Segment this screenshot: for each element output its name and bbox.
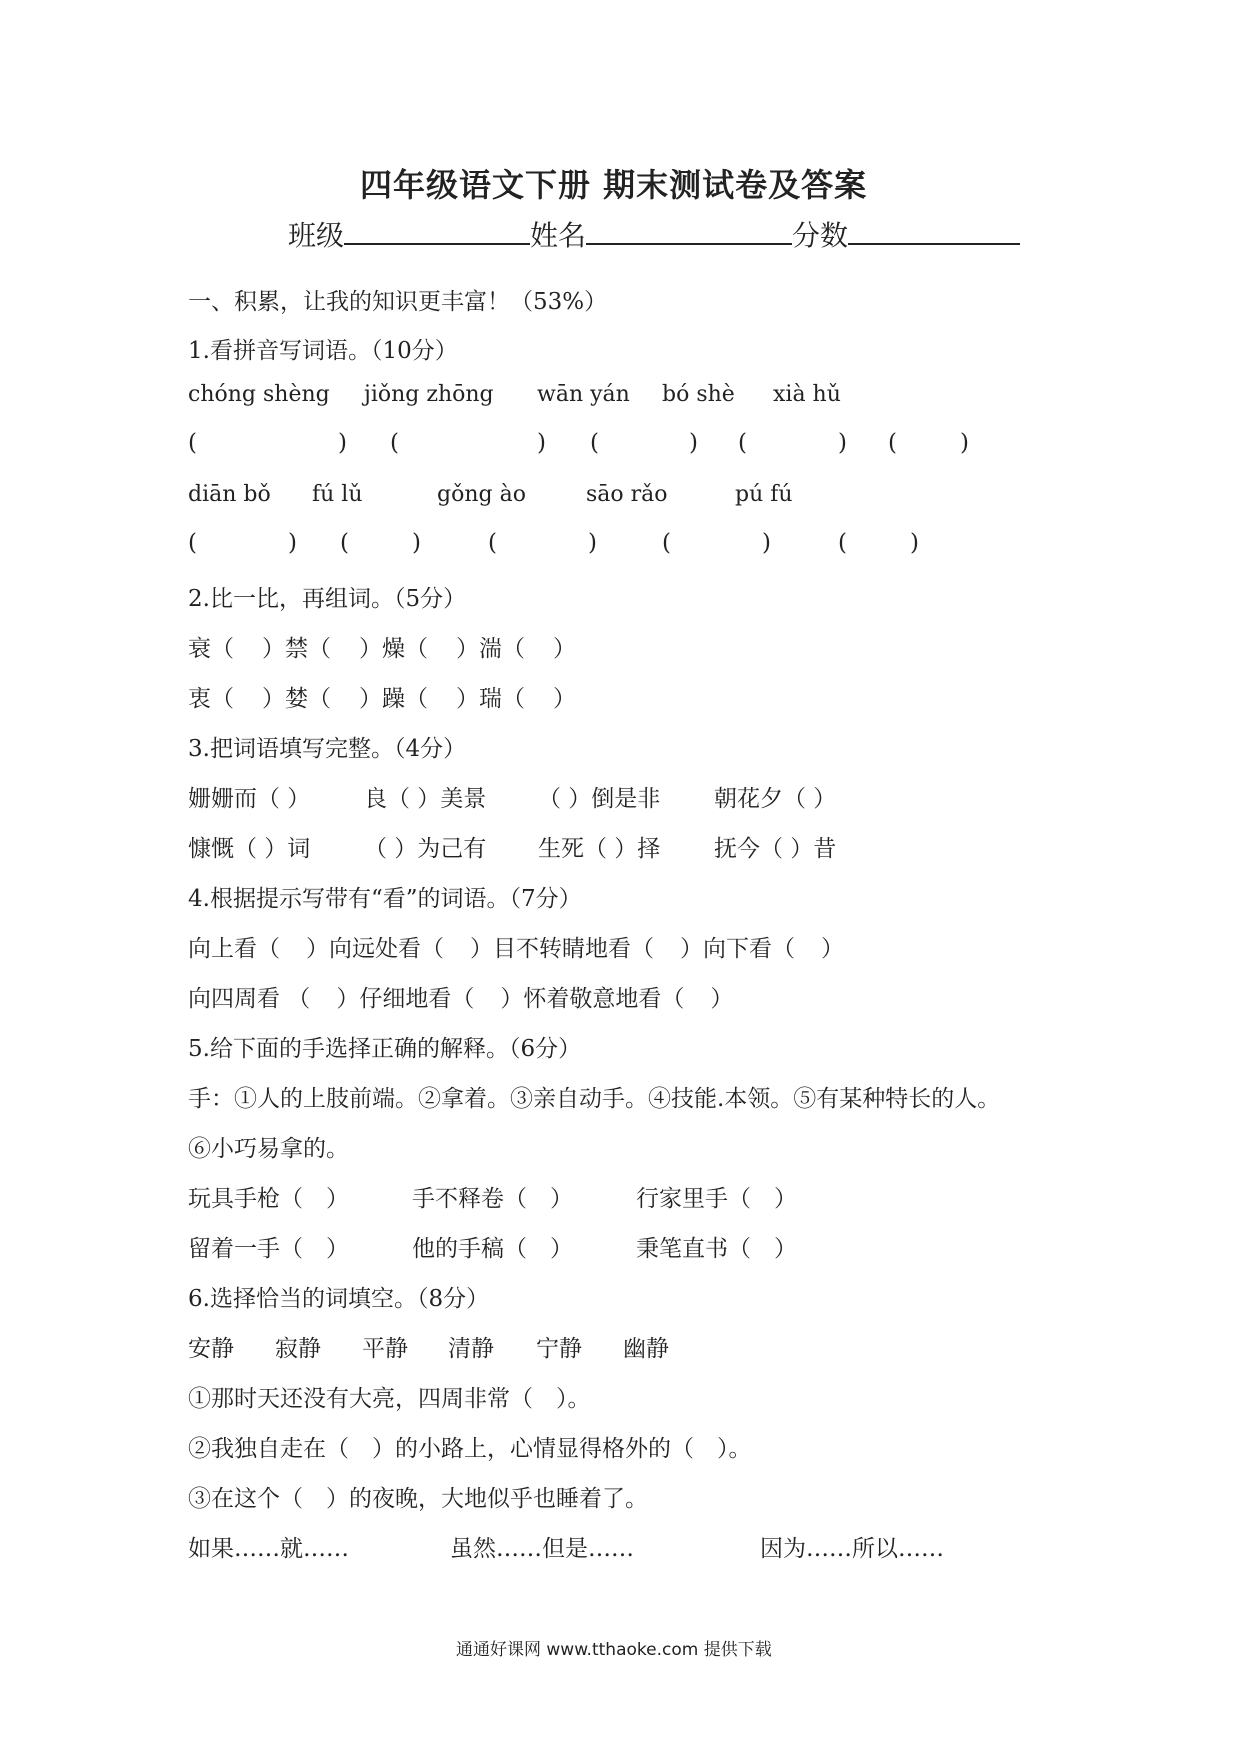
pinyin-item: bó shè bbox=[662, 382, 735, 407]
look-item: ） bbox=[821, 936, 844, 962]
idiom-item: （ ）倒是非 bbox=[538, 786, 661, 812]
compare-item: 衰（ bbox=[188, 636, 234, 662]
pinyin-item: pú fú bbox=[735, 482, 793, 507]
idiom-item: 姗姗而（ ） bbox=[188, 786, 311, 812]
answer-paren[interactable]: ( bbox=[340, 530, 349, 556]
word-choice: 宁静 bbox=[536, 1336, 582, 1362]
score-field[interactable] bbox=[848, 215, 1020, 245]
look-item: ）向下看（ bbox=[680, 936, 795, 962]
q6-sentence: ③在这个（ ）的夜晚，大地似乎也睡着了。 bbox=[188, 1486, 648, 1512]
pinyin-item: chóng shèng bbox=[188, 382, 330, 407]
word-choice: 安静 bbox=[188, 1336, 234, 1362]
hand-item: 他的手稿（ ） bbox=[412, 1236, 573, 1262]
answer-paren[interactable]: ( bbox=[188, 530, 197, 556]
compare-item: ） bbox=[553, 686, 576, 712]
q2-title: 2.比一比，再组词。（5分） bbox=[188, 586, 467, 612]
compare-item: ） bbox=[553, 636, 576, 662]
pinyin-item: jiǒng zhōng bbox=[364, 382, 494, 407]
conjunction-item: 如果……就…… bbox=[188, 1536, 349, 1562]
q5-definition: ⑥小巧易拿的。 bbox=[188, 1136, 349, 1162]
idiom-item: 慷慨（ ）词 bbox=[188, 836, 311, 862]
look-item: ）怀着敬意地看（ bbox=[500, 986, 685, 1012]
class-label: 班级 bbox=[288, 219, 345, 252]
answer-paren[interactable]: ( bbox=[888, 430, 897, 456]
answer-paren: ) bbox=[838, 430, 847, 456]
compare-item: ）燥（ bbox=[359, 636, 428, 662]
q6-sentence: ①那时天还没有大亮，四周非常（ ）。 bbox=[188, 1386, 591, 1412]
look-item: 向上看（ bbox=[188, 936, 280, 962]
look-item: ）仔细地看（ bbox=[336, 986, 475, 1012]
answer-paren[interactable]: ( bbox=[662, 530, 671, 556]
answer-paren: ) bbox=[689, 430, 698, 456]
answer-paren[interactable]: ( bbox=[390, 430, 399, 456]
answer-paren: ) bbox=[910, 530, 919, 556]
idiom-item: 朝花夕（ ） bbox=[714, 786, 837, 812]
idiom-item: （ ）为己有 bbox=[364, 836, 487, 862]
q2-row bbox=[188, 680, 576, 713]
look-item: ）向远处看（ bbox=[306, 936, 444, 962]
score-label: 分数 bbox=[792, 219, 849, 252]
q6-title: 6.选择恰当的词填空。（8分） bbox=[188, 1286, 490, 1312]
conjunction-item: 虽然……但是…… bbox=[450, 1536, 634, 1562]
word-choice: 幽静 bbox=[623, 1336, 669, 1362]
name-field[interactable] bbox=[586, 215, 792, 245]
compare-item: ）湍（ bbox=[456, 636, 525, 662]
footer-text: 通通好课网 www.tthaoke.com 提供下载 bbox=[456, 1640, 772, 1660]
answer-paren: ) bbox=[960, 430, 969, 456]
answer-paren[interactable]: ( bbox=[488, 530, 497, 556]
answer-paren: ) bbox=[588, 530, 597, 556]
q4-row bbox=[188, 980, 733, 1013]
word-choice: 寂静 bbox=[275, 1336, 321, 1362]
answer-paren: ) bbox=[338, 430, 347, 456]
answer-paren: ) bbox=[412, 530, 421, 556]
q4-title: 4.根据提示写带有“看”的词语。（7分） bbox=[188, 886, 582, 912]
hand-item: 行家里手（ ） bbox=[636, 1186, 797, 1212]
q4-row bbox=[188, 930, 844, 963]
answer-paren: ) bbox=[288, 530, 297, 556]
compare-item: 衷（ bbox=[188, 686, 234, 712]
section-heading: 一、积累，让我的知识更丰富！（53%） bbox=[188, 289, 608, 315]
compare-item: ）禁（ bbox=[262, 636, 331, 662]
pinyin-item: diān bǒ bbox=[188, 482, 271, 507]
look-item: 向四周看 （ bbox=[188, 986, 311, 1012]
q3-title: 3.把词语填写完整。（4分） bbox=[188, 736, 467, 762]
hand-item: 玩具手枪（ ） bbox=[188, 1186, 349, 1212]
look-item: ） bbox=[710, 986, 734, 1012]
compare-item: ）婪（ bbox=[262, 686, 331, 712]
look-item: ）目不转睛地看（ bbox=[470, 936, 654, 962]
q1-title: 1.看拼音写词语。（10分） bbox=[188, 338, 458, 364]
pinyin-item: wān yán bbox=[537, 382, 630, 407]
answer-paren: ) bbox=[762, 530, 771, 556]
hand-item: 手不释卷（ ） bbox=[412, 1186, 573, 1212]
compare-item: ）瑞（ bbox=[456, 686, 525, 712]
compare-item: ）躁（ bbox=[359, 686, 428, 712]
pinyin-item: fú lǔ bbox=[312, 482, 363, 507]
hand-item: 留着一手（ ） bbox=[188, 1236, 349, 1262]
answer-paren: ) bbox=[537, 430, 546, 456]
q5-title: 5.给下面的手选择正确的解释。（6分） bbox=[188, 1036, 582, 1062]
hand-item: 秉笔直书（ ） bbox=[636, 1236, 797, 1262]
pinyin-item: xià hǔ bbox=[773, 382, 841, 407]
answer-paren[interactable]: ( bbox=[590, 430, 599, 456]
q6-sentence: ②我独自走在（ ）的小路上，心情显得格外的（ ）。 bbox=[188, 1436, 752, 1462]
q2-row bbox=[188, 630, 576, 663]
idiom-item: 良（ ）美景 bbox=[364, 786, 487, 812]
word-choice: 清静 bbox=[448, 1336, 494, 1362]
answer-paren[interactable]: ( bbox=[838, 530, 847, 556]
idiom-item: 生死（ ）择 bbox=[538, 836, 661, 862]
q5-definition: 手：①人的上肢前端。②拿着。③亲自动手。④技能.本领。⑤有某种特长的人。 bbox=[188, 1086, 1001, 1112]
pinyin-item: gǒng ào bbox=[437, 482, 526, 507]
class-field[interactable] bbox=[344, 215, 530, 245]
answer-paren[interactable]: ( bbox=[738, 430, 747, 456]
page-title: 四年级语文下册 期末测试卷及答案 bbox=[360, 166, 868, 204]
name-label: 姓名 bbox=[530, 219, 587, 252]
idiom-item: 抚今（ ）昔 bbox=[714, 836, 837, 862]
student-info-line bbox=[288, 214, 1020, 254]
conjunction-item: 因为……所以…… bbox=[760, 1536, 944, 1562]
word-choice: 平静 bbox=[362, 1336, 408, 1362]
answer-paren[interactable]: ( bbox=[188, 430, 197, 456]
pinyin-item: sāo rǎo bbox=[586, 482, 668, 507]
